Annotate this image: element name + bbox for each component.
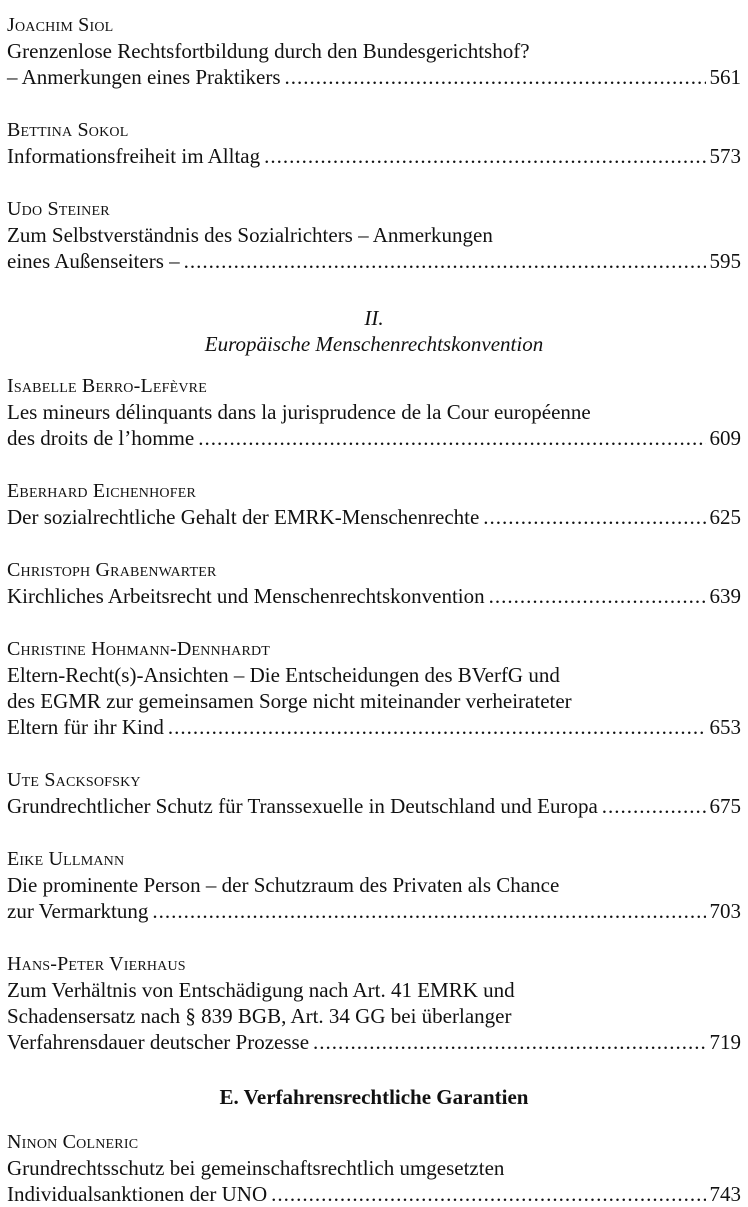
- author-name: Joachim Siol: [7, 14, 114, 36]
- section-number: II.: [364, 306, 384, 330]
- title-text: Kirchliches Arbeitsrecht und Menschenrechtskonvention: [7, 584, 485, 608]
- author-name: Eberhard Eichenhofer: [7, 480, 196, 502]
- title-line: Les mineurs délinquants dans la jurisprudence de la Cour européenne: [7, 400, 591, 424]
- page-number: 573: [709, 144, 741, 168]
- page-number: 561: [709, 65, 741, 89]
- title-text: Individualsanktionen der UNO: [7, 1182, 268, 1206]
- title-text: Verfahrensdauer deutscher Prozesse: [7, 1030, 310, 1054]
- title-last-line: [7, 64, 741, 90]
- dot-leader: [483, 504, 705, 530]
- author-name: Christine Hohmann-Dennhardt: [7, 638, 271, 660]
- title-line: Die prominente Person – der Schutzraum des Privaten als Chance: [7, 873, 560, 897]
- author-name: Udo Steiner: [7, 198, 110, 220]
- title-last-line: [7, 1181, 741, 1207]
- title-last-line: [7, 714, 741, 740]
- toc-entry: [7, 373, 741, 451]
- title-last-line: [7, 1029, 741, 1055]
- title-text: Eltern für ihr Kind: [7, 715, 164, 739]
- author-name: Ninon Colneric: [7, 1131, 139, 1153]
- dot-leader: [152, 898, 705, 924]
- page-number: 625: [709, 505, 741, 529]
- toc-entry: [7, 636, 741, 740]
- dot-leader: [198, 425, 705, 451]
- page-number: 719: [709, 1030, 741, 1054]
- title-text: – Anmerkungen eines Praktikers: [7, 65, 281, 89]
- dot-leader: [285, 64, 706, 90]
- author-name: Ute Sacksofsky: [7, 769, 141, 791]
- dot-leader: [313, 1029, 705, 1055]
- dot-leader: [264, 143, 705, 169]
- title-last-line: [7, 504, 741, 530]
- author-name: Hans-Peter Vierhaus: [7, 953, 186, 975]
- toc-entry: [7, 767, 741, 819]
- title-line: Schadensersatz nach § 839 BGB, Art. 34 GG bei überlanger: [7, 1004, 512, 1028]
- title-line: des EGMR zur gemeinsamen Sorge nicht miteinander verheirateter: [7, 689, 572, 713]
- toc-entry: [7, 12, 741, 90]
- author-name: Isabelle Berro-Lefèvre: [7, 375, 207, 397]
- dot-leader: [184, 248, 706, 274]
- toc-entry: [7, 557, 741, 609]
- title-last-line: [7, 793, 741, 819]
- toc-entry: [7, 951, 741, 1055]
- toc-entry: [7, 478, 741, 530]
- author-name: Christoph Grabenwarter: [7, 559, 217, 581]
- title-last-line: [7, 583, 741, 609]
- page-number: 595: [709, 249, 741, 273]
- title-last-line: [7, 898, 741, 924]
- author-name: Eike Ullmann: [7, 848, 125, 870]
- chapter-heading: E. Verfahrensrechtliche Garantien: [219, 1085, 529, 1109]
- title-text: Informationsfreiheit im Alltag: [7, 144, 261, 168]
- title-line: Grundrechtsschutz bei gemeinschaftsrechtlich umgesetzten: [7, 1156, 505, 1180]
- page-number: 639: [709, 584, 741, 608]
- title-text: des droits de l’homme: [7, 426, 195, 450]
- page-number: 653: [709, 715, 741, 739]
- page-number: 703: [709, 899, 741, 923]
- dot-leader: [271, 1181, 705, 1207]
- toc-entry: [7, 196, 741, 274]
- title-line: Eltern-Recht(s)-Ansichten – Die Entscheidungen des BVerfG und: [7, 663, 560, 687]
- title-text: Grundrechtlicher Schutz für Transsexuelle in Deutschland und Europa: [7, 794, 598, 818]
- title-last-line: [7, 143, 741, 169]
- page-number: 675: [709, 794, 741, 818]
- title-text: eines Außenseiters –: [7, 249, 180, 273]
- dot-leader: [602, 793, 706, 819]
- section-title: Europäische Menschenrechtskonvention: [204, 332, 544, 356]
- page-number: 609: [709, 426, 741, 450]
- title-text: Der sozialrechtliche Gehalt der EMRK-Menschenrechte: [7, 505, 480, 529]
- title-line: Zum Verhältnis von Entschädigung nach Art. 41 EMRK und: [7, 978, 515, 1002]
- title-line: Grenzenlose Rechtsfortbildung durch den Bundesgerichtshof?: [7, 39, 530, 63]
- title-last-line: [7, 425, 741, 451]
- author-name: Bettina Sokol: [7, 119, 129, 141]
- title-text: zur Vermarktung: [7, 899, 149, 923]
- dot-leader: [168, 714, 706, 740]
- toc-entry: [7, 1129, 741, 1207]
- dot-leader: [489, 583, 706, 609]
- title-last-line: [7, 248, 741, 274]
- page-number: 743: [709, 1182, 741, 1206]
- toc-entry: [7, 846, 741, 924]
- title-line: Zum Selbstverständnis des Sozialrichters – Anmerkungen: [7, 223, 493, 247]
- toc-entry: [7, 117, 741, 169]
